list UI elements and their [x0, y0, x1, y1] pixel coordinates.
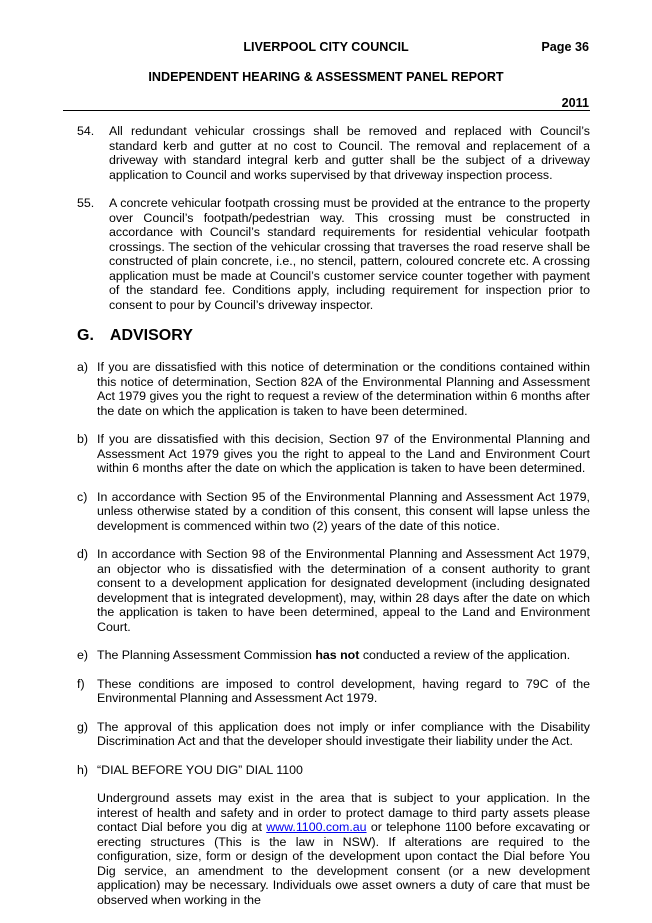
item-letter: c) — [77, 489, 88, 504]
section-heading-advisory — [77, 326, 590, 346]
item-text: In accordance with Section 98 of the Environmental Planning and Assessment Act 1979, an objector who is dissatisfied with the determination of a consent authority to grant consent to a development application for designated development (including designated development that is integrated development), may, within 28 days after the date on which the application is taken to have been determined, appeal to the Land and Environment Court. — [97, 547, 590, 634]
advisory-item-e — [77, 648, 590, 663]
item-letter: d) — [77, 547, 89, 561]
condition-54 — [77, 124, 590, 182]
item-letter: h) — [77, 762, 89, 777]
item-letter: e) — [77, 648, 89, 662]
item-letter: b) — [77, 432, 89, 446]
condition-number: 55. — [77, 196, 95, 210]
advisory-item-f — [77, 677, 590, 706]
header-council-name: LIVERPOOL CITY COUNCIL — [243, 40, 409, 54]
advisory-item-a — [77, 360, 590, 418]
section-letter: G. — [77, 327, 94, 344]
condition-55 — [77, 196, 590, 312]
condition-text: All redundant vehicular crossings shall be removed and replaced with Council’s standard kerb and gutter at no cost to Council. The removal and replacement of a driveway with standard integral kerb and gutter shall be the subject of a driveway application to Council and works supervised by that driveway inspection process. — [109, 124, 590, 182]
document-body — [77, 124, 590, 907]
item-letter: f) — [77, 676, 85, 691]
item-text: These conditions are imposed to control development, having regard to 79C of the Environmental Planning and Assessment Act 1979. — [97, 676, 590, 705]
section-title: ADVISORY — [109, 327, 193, 344]
paragraph-text-before: Underground assets may exist in the area that is subject to your application. In the interest of health and safety and in order to protect damage to third party assets please contact Dial before you dig at — [97, 791, 590, 834]
advisory-item-c — [77, 490, 590, 534]
header-divider — [63, 110, 590, 111]
dial-before-you-dig-paragraph — [77, 791, 590, 907]
header-year: 2011 — [561, 96, 589, 110]
item-text-bold: has not — [315, 648, 360, 662]
condition-text: A concrete vehicular footpath crossing must be provided at the entrance to the property over Council’s footpath/pedestrian way. This crossing must be constructed in accordance with Council’s standard requirements for residential vehicular footpath crossings. The section of the vehicular crossing that traverses the road reserve shall be constructed of plain concrete, i.e., no stencil, pattern, coloured concrete etc. A crossing application must be made at Council’s customer service counter together with payment of the standard fee. Conditions apply, including requirement for inspection prior to consent to pour by Council’s driveway inspector. — [109, 196, 590, 312]
advisory-item-d — [77, 547, 590, 634]
item-text — [97, 648, 570, 662]
header-report-title: INDEPENDENT HEARING & ASSESSMENT PANEL REPORT — [148, 70, 504, 84]
advisory-item-h — [77, 763, 590, 778]
item-text: In accordance with Section 95 of the Environmental Planning and Assessment Act 1979, unless otherwise stated by a condition of this consent, this consent will lapse unless the development is commenced within two (2) years of the date of this notice. — [97, 489, 590, 533]
item-text: If you are dissatisfied with this notice of determination or the conditions contained within this notice of determination, Section 82A of the Environmental Planning and Assessment Act 1979 gives you the right to request a review of the determination within 6 months after the date on which the application is taken to have been determined. — [97, 360, 590, 418]
item-text-before: The Planning Assessment Commission — [97, 648, 316, 662]
item-letter: a) — [77, 360, 89, 374]
item-text: “DIAL BEFORE YOU DIG” DIAL 1100 — [97, 762, 303, 777]
dial-before-you-dig-link[interactable]: www.1100.com.au — [266, 820, 367, 834]
advisory-item-b — [77, 432, 590, 476]
item-text: The approval of this application does not imply or infer compliance with the Disability Discrimination Act and that the developer should investigate their liability under the Act. — [97, 719, 590, 748]
condition-number: 54. — [77, 124, 95, 138]
item-letter: g) — [77, 719, 89, 734]
item-text: If you are dissatisfied with this decision, Section 97 of the Environmental Planning and Assessment Act 1979 gives you the right to appeal to the Land and Environment Court within 6 months after the date on which the application is taken to have been determined. — [97, 432, 590, 475]
advisory-item-g — [77, 720, 590, 749]
item-text-after: conducted a review of the application. — [359, 648, 571, 662]
header-page-number: Page 36 — [541, 40, 589, 54]
paragraph-text-after: or telephone 1100 before excavating or erecting structures (This is the law in NSW). If alterations are required to the configuration, size, form or design of the development upon contact the Dial before You Dig service, an amendment to the development consent (or a new development application) may be necessary. Individuals owe asset owners a duty of care that must be observed when working in the — [97, 820, 590, 907]
